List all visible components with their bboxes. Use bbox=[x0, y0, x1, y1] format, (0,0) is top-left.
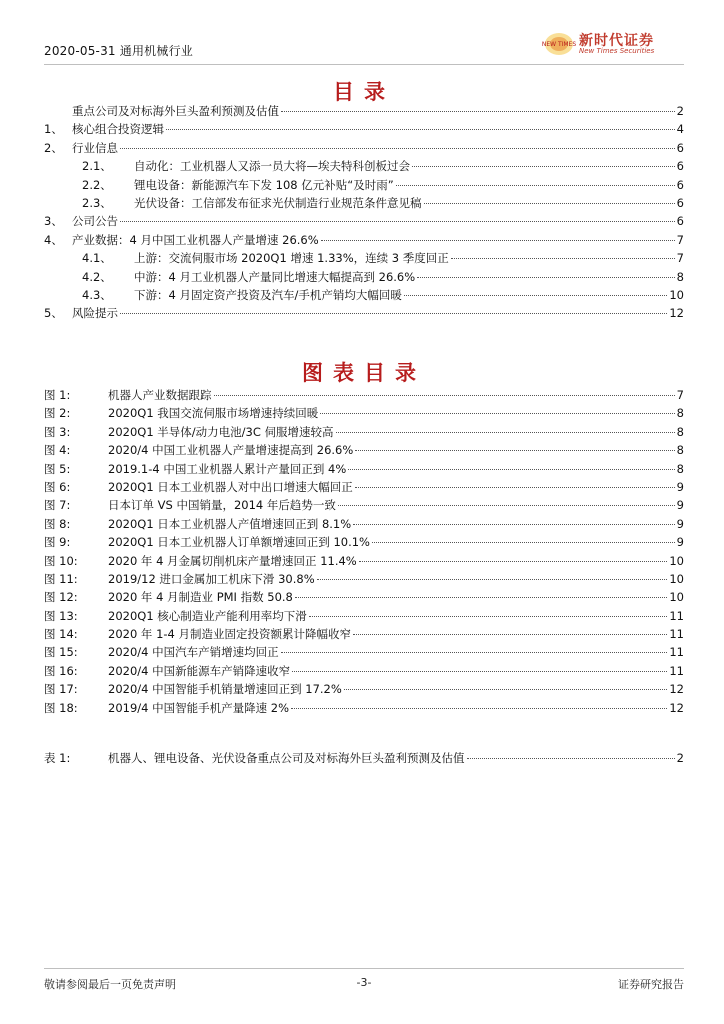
entry-title: 2020Q1 日本工业机器人对中出口增速大幅回正 bbox=[108, 479, 353, 494]
entry-page: 2 bbox=[676, 104, 684, 118]
toc-entry[interactable] bbox=[44, 232, 684, 250]
figure-entry[interactable] bbox=[44, 461, 684, 479]
entry-number: 4.3、 bbox=[82, 287, 112, 302]
entry-title: 2020/4 中国汽车产销增速均回正 bbox=[108, 645, 279, 660]
figure-entry[interactable] bbox=[44, 608, 684, 626]
table-list bbox=[44, 750, 684, 768]
header-date: 2020-05-31 bbox=[44, 44, 116, 58]
figure-entry[interactable] bbox=[44, 387, 684, 405]
entry-page: 12 bbox=[669, 306, 684, 321]
entry-title: 机器人产业数据跟踪 bbox=[108, 388, 212, 402]
toc-entry[interactable] bbox=[44, 269, 684, 287]
toc-entry[interactable] bbox=[44, 103, 684, 121]
entry-number: 表 1: bbox=[44, 751, 71, 765]
dot-leader bbox=[451, 258, 675, 259]
entry-page: 12 bbox=[669, 700, 684, 715]
entry-page: 8 bbox=[676, 406, 684, 421]
figure-entry[interactable] bbox=[44, 644, 684, 662]
entry-page: 6 bbox=[676, 214, 684, 229]
entry-title: 重点公司及对标海外巨头盈利预测及估值 bbox=[72, 104, 279, 118]
entry-page: 9 bbox=[676, 516, 684, 531]
figure-entry[interactable] bbox=[44, 479, 684, 497]
entry-number: 图 18: bbox=[44, 700, 78, 715]
entry-number: 图 1: bbox=[44, 388, 71, 402]
dot-leader bbox=[281, 111, 675, 112]
entry-number: 2、 bbox=[44, 140, 63, 155]
page-header bbox=[44, 30, 684, 64]
figure-entry[interactable] bbox=[44, 571, 684, 589]
footer-page-number: -3- bbox=[356, 976, 372, 989]
logo-mark-icon bbox=[541, 32, 577, 56]
entry-page: 7 bbox=[676, 388, 684, 402]
toc-entry[interactable] bbox=[44, 305, 684, 323]
dot-leader bbox=[309, 616, 668, 617]
entry-number: 图 13: bbox=[44, 608, 78, 623]
dot-leader bbox=[338, 505, 675, 506]
entry-number: 图 11: bbox=[44, 571, 78, 586]
page-footer bbox=[44, 972, 684, 992]
footer-divider bbox=[44, 968, 684, 969]
header-left bbox=[44, 42, 193, 59]
entry-number: 2.2、 bbox=[82, 177, 112, 192]
entry-number: 图 7: bbox=[44, 498, 71, 513]
entry-page: 9 bbox=[676, 535, 684, 550]
dot-leader bbox=[292, 671, 667, 672]
entry-number: 图 10: bbox=[44, 553, 78, 568]
entry-page: 6 bbox=[676, 159, 684, 174]
dot-leader bbox=[417, 277, 675, 278]
entry-number: 2.1、 bbox=[82, 159, 112, 174]
entry-number: 1、 bbox=[44, 122, 63, 137]
entry-title: 行业信息 bbox=[72, 140, 118, 155]
entry-page: 9 bbox=[676, 498, 684, 513]
entry-title: 2019/12 进口金属加工机床下滑 30.8% bbox=[108, 571, 315, 586]
dot-leader bbox=[120, 148, 675, 149]
entry-title: 上游：交流伺服市场 2020Q1 增速 1.33%，连续 3 季度回正 bbox=[134, 251, 449, 266]
entry-page: 7 bbox=[676, 251, 684, 266]
entry-title: 2019/4 中国智能手机产量降速 2% bbox=[108, 700, 290, 715]
entry-title: 2020Q1 我国交流伺服市场增速持续回暖 bbox=[108, 406, 319, 421]
entry-page: 4 bbox=[676, 122, 684, 137]
entry-number: 图 3: bbox=[44, 424, 71, 439]
entry-number: 图 15: bbox=[44, 645, 78, 660]
dot-leader bbox=[291, 708, 667, 709]
dot-leader bbox=[321, 240, 675, 241]
dot-leader bbox=[336, 432, 675, 433]
entry-title: 公司公告 bbox=[72, 214, 118, 229]
dot-leader bbox=[355, 450, 674, 451]
entry-title: 2020/4 中国智能手机销量增速回正到 17.2% bbox=[108, 682, 342, 697]
entry-title: 机器人、锂电设备、光伏设备重点公司及对标海外巨头盈利预测及估值 bbox=[108, 751, 465, 765]
dot-leader bbox=[353, 634, 667, 635]
toc-entry[interactable] bbox=[44, 250, 684, 268]
toc-title: 目录 bbox=[333, 80, 395, 104]
entry-number: 2.3、 bbox=[82, 195, 112, 210]
entry-page: 6 bbox=[676, 195, 684, 210]
entry-title: 2020Q1 日本工业机器人订单额增速回正到 10.1% bbox=[108, 535, 370, 550]
dot-leader bbox=[348, 469, 674, 470]
figure-entry[interactable] bbox=[44, 442, 684, 460]
dot-leader bbox=[166, 129, 675, 130]
entry-number: 图 4: bbox=[44, 443, 71, 458]
entry-page: 11 bbox=[669, 608, 684, 623]
entry-title: 2020Q1 日本工业机器人产值增速回正到 8.1% bbox=[108, 516, 352, 531]
entry-page: 10 bbox=[669, 553, 684, 568]
entry-number: 图 12: bbox=[44, 590, 78, 605]
entry-title: 日本订单 VS 中国销量，2014 年后趋势一致 bbox=[108, 498, 336, 513]
figure-entry[interactable] bbox=[44, 681, 684, 699]
dot-leader bbox=[467, 758, 675, 759]
entry-number: 4、 bbox=[44, 232, 63, 247]
entry-number: 图 2: bbox=[44, 406, 71, 421]
entry-number: 图 5: bbox=[44, 461, 71, 476]
dot-leader bbox=[295, 597, 667, 598]
entry-page: 8 bbox=[676, 461, 684, 476]
entry-number: 图 17: bbox=[44, 682, 78, 697]
entry-page: 10 bbox=[669, 287, 684, 302]
toc-entry[interactable] bbox=[44, 140, 684, 158]
header-sector: 通用机械行业 bbox=[119, 44, 193, 58]
entry-number: 图 9: bbox=[44, 535, 71, 550]
footer-disclaimer: 敬请参阅最后一页免责声明 bbox=[44, 978, 176, 991]
entry-title: 核心组合投资逻辑 bbox=[72, 122, 164, 137]
entry-page: 10 bbox=[669, 590, 684, 605]
entry-title: 2020 年 4 月金属切削机床产量增速回正 11.4% bbox=[108, 553, 357, 568]
dot-leader bbox=[317, 579, 668, 580]
dot-leader bbox=[396, 185, 675, 186]
entry-title: 产业数据：4 月中国工业机器人产量增速 26.6% bbox=[72, 232, 319, 247]
toc-entry[interactable] bbox=[44, 287, 684, 305]
figure-entry[interactable] bbox=[44, 534, 684, 552]
dot-leader bbox=[120, 221, 675, 222]
entry-page: 8 bbox=[676, 443, 684, 458]
figure-list bbox=[44, 387, 684, 718]
table-of-contents bbox=[44, 103, 684, 324]
entry-page: 6 bbox=[676, 177, 684, 192]
entry-number: 图 6: bbox=[44, 479, 71, 494]
entry-page: 8 bbox=[676, 424, 684, 439]
entry-title: 风险提示 bbox=[72, 306, 118, 321]
entry-title: 自动化：工业机器人又添一员大将—埃夫特科创板过会 bbox=[134, 159, 410, 174]
entry-number: 图 16: bbox=[44, 663, 78, 678]
figure-entry[interactable] bbox=[44, 553, 684, 571]
dot-leader bbox=[120, 313, 667, 314]
company-logo bbox=[534, 30, 684, 58]
header-divider bbox=[44, 64, 684, 65]
dot-leader bbox=[359, 561, 668, 562]
entry-page: 9 bbox=[676, 479, 684, 494]
figure-list-title: 图表目录 bbox=[302, 361, 426, 385]
entry-page: 10 bbox=[669, 571, 684, 586]
dot-leader bbox=[214, 395, 675, 396]
logo-chinese-name: 新时代证券 bbox=[579, 33, 654, 49]
dot-leader bbox=[404, 295, 668, 296]
toc-entry[interactable] bbox=[44, 213, 684, 231]
dot-leader bbox=[424, 203, 675, 204]
dot-leader bbox=[355, 487, 675, 488]
entry-title: 光伏设备：工信部发布征求光伏制造行业规范条件意见稿 bbox=[134, 195, 422, 210]
entry-title: 2020/4 中国工业机器人产量增速提高到 26.6% bbox=[108, 443, 354, 458]
entry-page: 11 bbox=[669, 663, 684, 678]
figure-entry[interactable] bbox=[44, 589, 684, 607]
footer-report-type: 证券研究报告 bbox=[618, 978, 684, 991]
figure-entry[interactable] bbox=[44, 424, 684, 442]
entry-title: 2020/4 中国新能源车产销降速收窄 bbox=[108, 663, 291, 678]
entry-page: 7 bbox=[676, 232, 684, 247]
dot-leader bbox=[344, 689, 668, 690]
entry-title: 2020Q1 半导体/动力电池/3C 伺服增速较高 bbox=[108, 424, 334, 439]
figure-entry[interactable] bbox=[44, 663, 684, 681]
dot-leader bbox=[353, 524, 675, 525]
toc-entry[interactable] bbox=[44, 195, 684, 213]
entry-number: 图 8: bbox=[44, 516, 71, 531]
toc-entry[interactable] bbox=[44, 158, 684, 176]
figure-entry[interactable] bbox=[44, 626, 684, 644]
figure-entry[interactable] bbox=[44, 497, 684, 515]
entry-page: 8 bbox=[676, 269, 684, 284]
figure-entry[interactable] bbox=[44, 516, 684, 534]
entry-page: 2 bbox=[676, 751, 684, 765]
toc-entry[interactable] bbox=[44, 121, 684, 139]
dot-leader bbox=[281, 652, 668, 653]
entry-page: 11 bbox=[669, 645, 684, 660]
entry-number: 4.1、 bbox=[82, 251, 112, 266]
entry-title: 下游：4 月固定资产投资及汽车/手机产销均大幅回暖 bbox=[134, 287, 402, 302]
dot-leader bbox=[320, 413, 674, 414]
entry-number: 4.2、 bbox=[82, 269, 112, 284]
figure-entry[interactable] bbox=[44, 405, 684, 423]
entry-number: 5、 bbox=[44, 306, 63, 321]
entry-page: 6 bbox=[676, 140, 684, 155]
table-entry[interactable] bbox=[44, 750, 684, 768]
entry-title: 锂电设备：新能源汽车下发 108 亿元补贴“及时雨” bbox=[134, 177, 394, 192]
dot-leader bbox=[412, 166, 675, 167]
entry-number: 图 14: bbox=[44, 627, 78, 642]
entry-title: 2020 年 1-4 月制造业固定投资额累计降幅收窄 bbox=[108, 627, 352, 642]
entry-title: 2020Q1 核心制造业产能利用率均下滑 bbox=[108, 608, 307, 623]
dot-leader bbox=[372, 542, 675, 543]
entry-title: 中游：4 月工业机器人产量同比增速大幅提高到 26.6% bbox=[134, 269, 416, 284]
toc-entry[interactable] bbox=[44, 177, 684, 195]
logo-mark-text: NEW TIMES bbox=[541, 41, 577, 48]
figure-entry[interactable] bbox=[44, 700, 684, 718]
entry-title: 2020 年 4 月制造业 PMI 指数 50.8 bbox=[108, 590, 293, 605]
entry-number: 3、 bbox=[44, 214, 63, 229]
logo-english-name: New Times Securities bbox=[579, 47, 655, 55]
entry-page: 11 bbox=[669, 627, 684, 642]
entry-page: 12 bbox=[669, 682, 684, 697]
entry-title: 2019.1-4 中国工业机器人累计产量回正到 4% bbox=[108, 461, 347, 476]
